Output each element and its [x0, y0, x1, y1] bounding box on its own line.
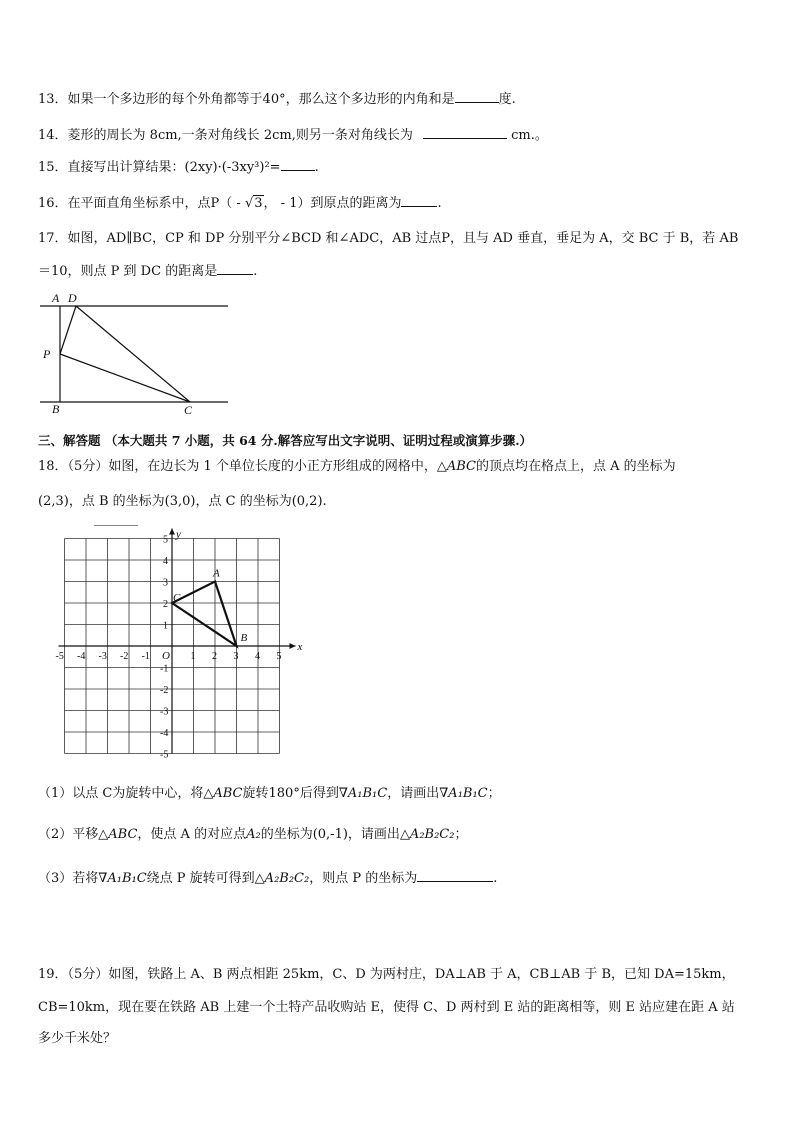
- section-3-heading: 三、解答题 （本大题共 7 小题，共 64 分.解答应写出文字说明、证明过程或演算步骤.）: [38, 433, 533, 448]
- question-15: [38, 157, 319, 177]
- y-tick-label: -1: [160, 663, 169, 675]
- q18-sub2-a: （2）平移: [38, 827, 99, 842]
- q18-line2b: ，点 B 的坐标为: [68, 494, 165, 509]
- x-axis-arrow: [290, 643, 296, 649]
- q18-sub2-c: ，使点 A 的对应点: [137, 827, 247, 842]
- segment-PC: [60, 354, 190, 402]
- q13-text: 13．如果一个多边形的每个外角都等于40°，那么这个多边形的内角和是: [38, 92, 455, 107]
- q18-sub2-a2: A₂: [246, 827, 261, 842]
- question-19-line1: 19．（5分）如图，铁路上 A、B 两点相距 25km，C、D 为两村庄，DA⊥AB 于 A，CB⊥AB 于 B，已知 DA=15km，: [38, 967, 735, 982]
- label-C: C: [184, 403, 193, 416]
- point-label-b: B: [240, 632, 248, 644]
- q18-sub3-e: ，则点 P 的坐标为: [309, 871, 418, 886]
- q18-sub2-a2b2c2: △A₂B₂C₂: [399, 827, 455, 842]
- y-tick-label: 3: [163, 577, 168, 589]
- x-tick-label: 1: [190, 651, 196, 662]
- y-tick-label: -5: [160, 749, 169, 761]
- q18-sub3-a: （3）若将: [38, 871, 99, 886]
- y-tick-label: -4: [160, 728, 169, 739]
- q18-sub3-blank: [417, 868, 493, 882]
- x-tick-label: -3: [98, 651, 107, 662]
- x-tick-label: 4: [255, 651, 260, 662]
- y-tick-label: 2: [163, 599, 168, 610]
- q17-blank: [217, 261, 253, 275]
- x-tick-label: -5: [55, 651, 64, 662]
- q15-tail: .: [314, 160, 319, 175]
- q16-post: ， - 1）到原点的距离为: [263, 196, 402, 211]
- q18-sub1-e: ，请画出: [387, 786, 440, 801]
- q18-line1-text: 18．（5分）如图，在边长为 1 个单位长度的小正方形组成的网格中，: [38, 459, 437, 474]
- segment-DC: [76, 306, 190, 402]
- sqrt-symbol: √: [244, 196, 254, 211]
- y-tick-label: -3: [160, 706, 169, 718]
- divider-mark: [94, 525, 138, 526]
- question-17-line1: 17．如图，AD∥BC，CP 和 DP 分别平分∠BCD 和∠ADC，AB 过点P，且与 AD 垂直，垂足为 A，交 BC 于 B，若 AB: [38, 231, 739, 246]
- q18-sub1-a1b1c-2: ∇A₁B₁C: [439, 786, 488, 801]
- q17-figure: [36, 290, 236, 416]
- origin-label: O: [162, 650, 170, 662]
- q18-triangle: △ABC: [436, 459, 476, 474]
- label-D: D: [68, 291, 77, 305]
- x-tick-label: -2: [120, 651, 129, 662]
- q18-coordinate-grid: [44, 528, 314, 766]
- y-tick-label: 4: [163, 556, 168, 567]
- coord-C: (0,2): [291, 494, 323, 509]
- question-18-line2: [38, 493, 327, 511]
- q18-sub1-g: ；: [487, 786, 501, 801]
- segment-PD: [60, 306, 76, 354]
- q18-sub3-f: .: [493, 871, 498, 886]
- q18-sub1-a1b1c: ∇A₁B₁C: [338, 786, 388, 801]
- q18-sub2-i: ；: [454, 827, 468, 842]
- q16-blank: [401, 193, 437, 207]
- q18-sub3-c: 绕点 P 旋转可得到: [146, 871, 255, 886]
- question-14: [38, 125, 548, 145]
- y-tick-label: 1: [163, 620, 168, 632]
- q15-text: 15．直接写出计算结果：(2xy)·(-3xy³)²=: [38, 160, 281, 175]
- label-P: P: [43, 347, 51, 361]
- q18-sub1: [38, 785, 501, 803]
- label-A: A: [52, 291, 60, 305]
- q18-sub2-g: ，请画出: [347, 827, 400, 842]
- q16-pre: 16．在平面直角坐标系中，点P（ -: [38, 196, 241, 211]
- q16-tail: .: [437, 196, 442, 211]
- q17-tail: .: [253, 264, 258, 279]
- q18-sub1-c: 旋转180°后得到: [242, 786, 339, 801]
- q14-blank: [423, 125, 507, 139]
- q14-tail: cm.。: [511, 128, 548, 143]
- question-19-line3: 多少千米处？: [38, 1031, 117, 1046]
- q17-line2-text: ＝10，则点 P 到 DC 的距离是: [38, 264, 218, 279]
- q18-sub1-triangle: △ABC: [203, 786, 243, 801]
- q18-line1b: 的顶点均在格点上，点 A 的坐标为: [476, 459, 676, 474]
- question-19-line2: CB=10km，现在要在铁路 AB 上建一个土特产品收购站 E，使得 C、D 两村到 E 站的距离相等，则 E 站应建在距 A 站: [38, 1000, 735, 1015]
- x-tick-label: -4: [77, 651, 86, 662]
- coord-B: (3,0): [164, 494, 196, 509]
- q18-sub3-a1b1c: ∇A₁B₁C: [98, 871, 147, 886]
- question-17-line2: [38, 261, 257, 281]
- x-tick-label: 5: [276, 651, 282, 662]
- point-label-a: A: [213, 567, 220, 580]
- q15-blank: [281, 157, 315, 171]
- q14-text: 14．菱形的周长为 8cm,一条对角线长 2cm,则另一条对角线长为: [38, 128, 413, 143]
- y-axis-arrow: [169, 529, 175, 535]
- y-tick-label: -2: [160, 685, 169, 696]
- q13-blank: [455, 89, 499, 103]
- triangle-abc: [172, 582, 237, 647]
- x-tick-label: -1: [141, 651, 150, 662]
- q13-tail: 度.: [498, 92, 516, 107]
- q18-sub2-e: 的坐标为: [260, 827, 313, 842]
- y-axis-label: y: [176, 528, 181, 541]
- question-16: [38, 193, 442, 213]
- y-tick-label: 5: [163, 534, 168, 546]
- question-18-line1: [38, 458, 676, 476]
- point-label-c: C: [173, 592, 181, 604]
- label-B: B: [52, 402, 60, 416]
- q18-sub2-triangle: △ABC: [98, 827, 138, 842]
- x-tick-label: 2: [212, 651, 217, 662]
- q18-sub1-a: （1）以点 C为旋转中心，将: [38, 786, 204, 801]
- x-axis-label: x: [297, 641, 303, 653]
- q18-sub3-a2b2c2: △A₂B₂C₂: [254, 871, 310, 886]
- q18-sub3: [38, 868, 497, 888]
- q18-sub2: [38, 826, 467, 844]
- question-13: [38, 89, 516, 109]
- q16-root: 3: [254, 196, 263, 211]
- q18-line2f: .: [322, 494, 327, 509]
- coord-A: (2,3): [38, 494, 69, 509]
- x-tick-label: 3: [233, 651, 239, 662]
- q18-line2d: ，点 C 的坐标为: [195, 494, 292, 509]
- q18-sub2-coord: (0,-1): [312, 827, 348, 842]
